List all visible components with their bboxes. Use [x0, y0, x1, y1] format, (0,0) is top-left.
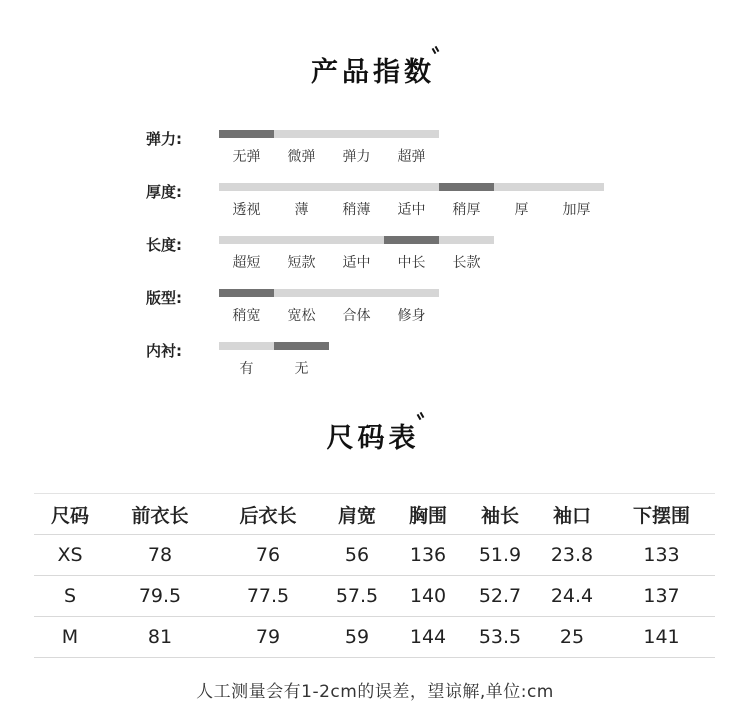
attribute-option-label: 合体: [342, 308, 371, 324]
scale-segment: [549, 183, 604, 191]
attribute-option-label: 加厚: [562, 202, 591, 218]
attribute-option-label: 厚: [514, 202, 529, 218]
table-cell: 24.4: [536, 576, 608, 617]
column-header: 肩宽: [322, 494, 392, 535]
attribute-option-label: 短款: [287, 255, 316, 271]
scale-segment: [494, 183, 549, 191]
attribute-option-label: 稍宽: [232, 308, 261, 324]
attribute-label: 厚度:: [146, 183, 182, 201]
size-table: [34, 493, 715, 658]
table-cell: 57.5: [322, 576, 392, 617]
attribute-option-label: 稍薄: [342, 202, 371, 218]
attribute-option-label: 透视: [232, 202, 261, 218]
table-cell: 141: [608, 617, 715, 658]
size-chart-title: [0, 416, 750, 455]
attribute-scale-bar: [219, 289, 439, 297]
attribute-option-label: 弹力: [342, 149, 371, 165]
attribute-label: 弹力:: [146, 130, 182, 148]
scale-segment: [329, 130, 384, 138]
scale-segment: [329, 289, 384, 297]
column-header: 胸围: [392, 494, 464, 535]
attribute-scale-bar: [219, 130, 439, 138]
table-cell: 144: [392, 617, 464, 658]
table-cell: 59: [322, 617, 392, 658]
tick-mark-icon: [433, 46, 439, 56]
product-index-title: [0, 50, 750, 89]
attribute-option-label: 薄: [294, 202, 309, 218]
attribute-option-label: 超短: [232, 255, 261, 271]
scale-segment-selected: [384, 236, 439, 244]
scale-segment: [219, 183, 274, 191]
scale-segment-selected: [439, 183, 494, 191]
attribute-option-label: 宽松: [287, 308, 316, 324]
scale-segment: [439, 236, 494, 244]
table-cell: 79.5: [106, 576, 214, 617]
table-cell: S: [34, 576, 106, 617]
scale-segment: [384, 289, 439, 297]
table-cell: 53.5: [464, 617, 536, 658]
attribute-option-label: 中长: [397, 255, 426, 271]
table-cell: 136: [392, 535, 464, 576]
scale-segment-selected: [219, 289, 274, 297]
attribute-label: 内衬:: [146, 342, 182, 360]
scale-segment-selected: [274, 342, 329, 350]
table-row: [34, 617, 715, 658]
scale-segment: [219, 342, 274, 350]
column-header: 下摆围: [608, 494, 715, 535]
scale-segment: [329, 236, 384, 244]
attribute-scale-bar: [219, 236, 494, 244]
table-cell: 137: [608, 576, 715, 617]
table-cell: 51.9: [464, 535, 536, 576]
column-header: 袖口: [536, 494, 608, 535]
attribute-option-label: 长款: [452, 255, 481, 271]
attribute-option-label: 超弹: [397, 149, 426, 165]
table-cell: 81: [106, 617, 214, 658]
attribute-option-label: 适中: [342, 255, 371, 271]
attribute-scale-bar: [219, 342, 329, 350]
table-cell: 79: [214, 617, 322, 658]
scale-segment-selected: [219, 130, 274, 138]
measurement-note: 人工测量会有1-2cm的误差，望谅解,单位:cm: [196, 682, 554, 702]
attribute-option-label: 无弹: [232, 149, 261, 165]
column-header: 袖长: [464, 494, 536, 535]
table-row: [34, 576, 715, 617]
attribute-option-label: 微弹: [287, 149, 316, 165]
scale-segment: [274, 130, 329, 138]
tick-mark-icon: [418, 412, 424, 422]
product-index-title-text: 产品指数: [311, 57, 435, 88]
column-header: 后衣长: [214, 494, 322, 535]
attribute-option-label: 无: [294, 361, 309, 377]
table-row: [34, 535, 715, 576]
table-cell: 140: [392, 576, 464, 617]
scale-segment: [219, 236, 274, 244]
column-header: 前衣长: [106, 494, 214, 535]
table-cell: 76: [214, 535, 322, 576]
attribute-label: 版型:: [146, 289, 182, 307]
table-header-row: [34, 494, 715, 535]
scale-segment: [384, 183, 439, 191]
attribute-option-label: 修身: [397, 308, 426, 324]
table-body: [34, 535, 715, 658]
table-cell: XS: [34, 535, 106, 576]
scale-segment: [384, 130, 439, 138]
scale-segment: [274, 183, 329, 191]
scale-segment: [274, 289, 329, 297]
table-cell: 77.5: [214, 576, 322, 617]
table-cell: 133: [608, 535, 715, 576]
attribute-label: 长度:: [146, 236, 182, 254]
table-cell: 23.8: [536, 535, 608, 576]
scale-segment: [329, 183, 384, 191]
attribute-scale-bar: [219, 183, 604, 191]
table-cell: 56: [322, 535, 392, 576]
size-chart-title-text: 尺码表: [326, 423, 420, 454]
scale-segment: [274, 236, 329, 244]
table-cell: 52.7: [464, 576, 536, 617]
column-header: 尺码: [34, 494, 106, 535]
attribute-option-label: 稍厚: [452, 202, 481, 218]
table-cell: 25: [536, 617, 608, 658]
attribute-option-label: 有: [239, 361, 254, 377]
attribute-option-label: 适中: [397, 202, 426, 218]
table-cell: 78: [106, 535, 214, 576]
table-cell: M: [34, 617, 106, 658]
